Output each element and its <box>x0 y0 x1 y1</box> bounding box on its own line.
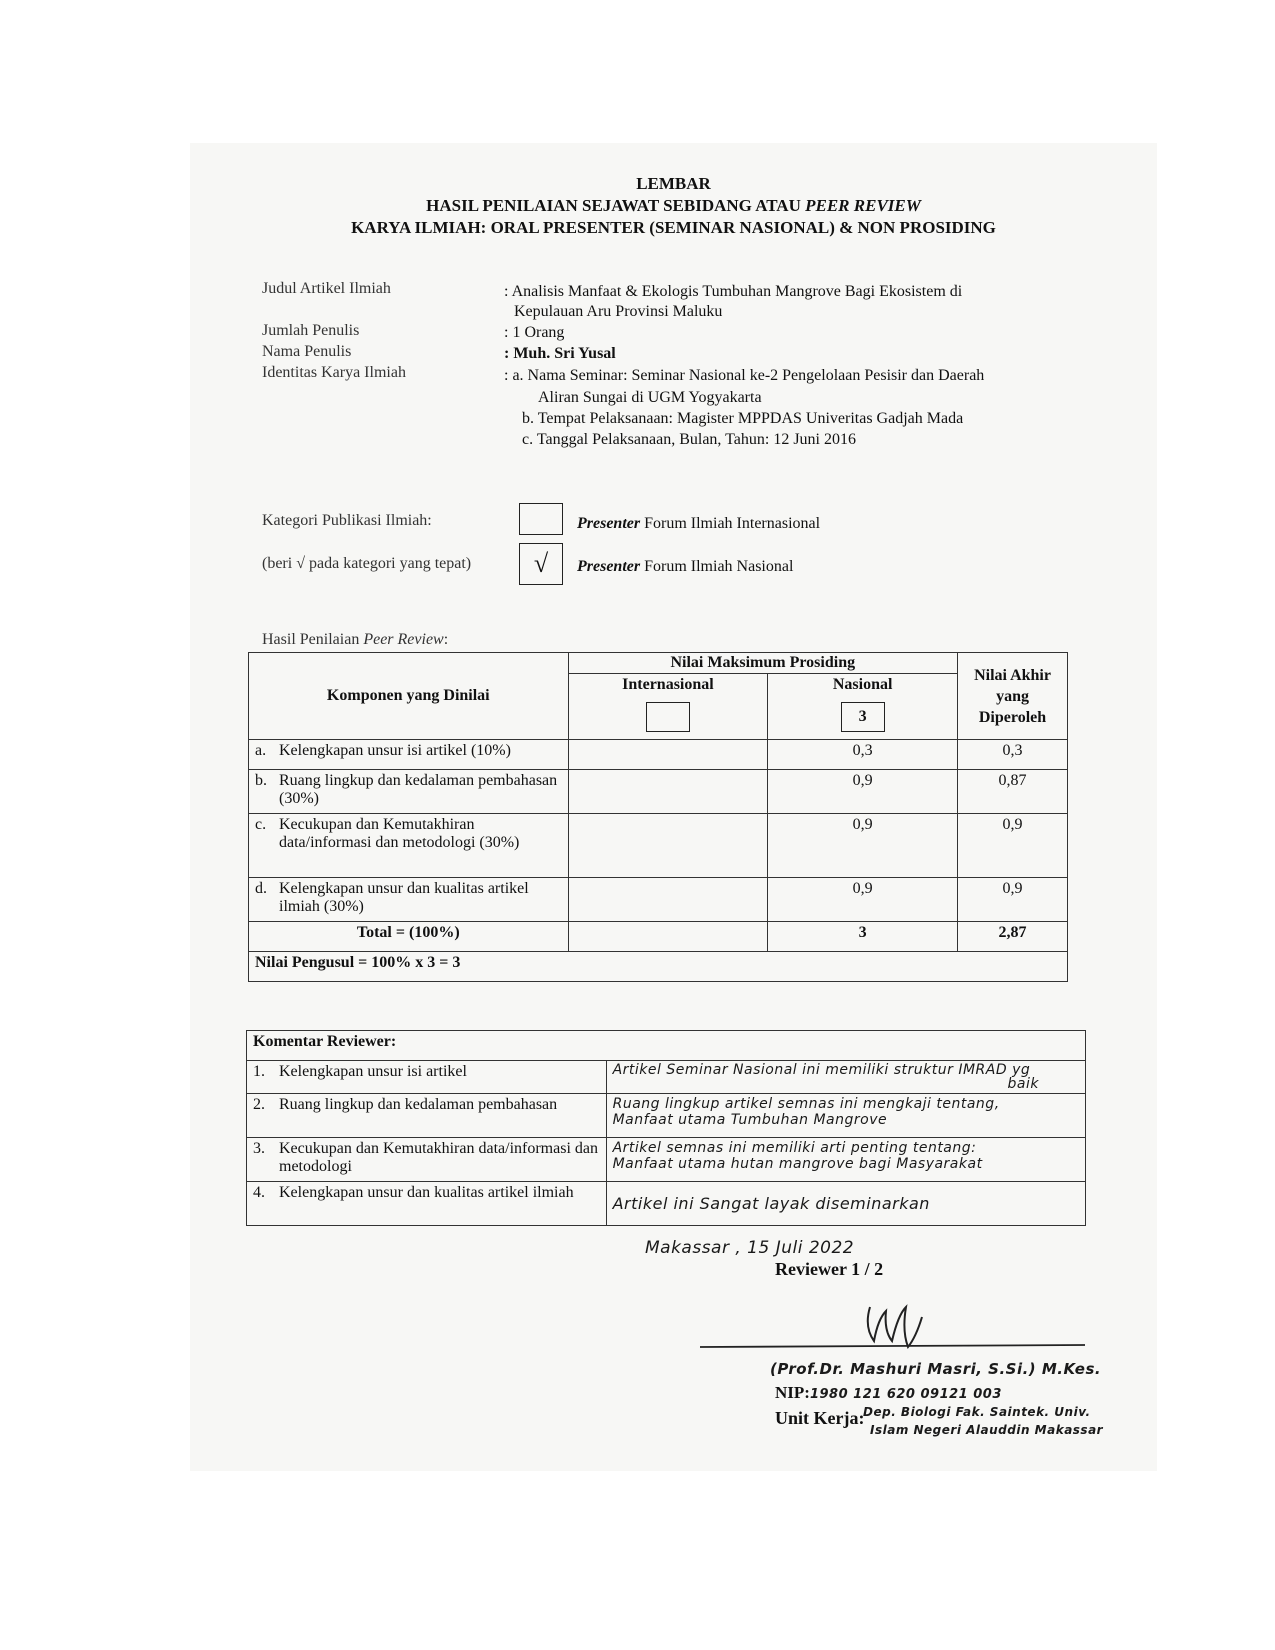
comment-row: 2. Ruang lingkup dan kedalaman pembahasan Ruang lingkup artikel semnas ini mengkaji tentang, Manfaat utama Tumbuhan Mangrove <box>247 1094 1086 1138</box>
head-nilai-maks: Nilai Maksimum Prosiding <box>568 653 957 674</box>
unit-kerja-label: Unit Kerja: <box>775 1408 865 1428</box>
nama-label: Nama Penulis <box>262 343 352 360</box>
doc-title-line2: HASIL PENILAIAN SEJAWAT SEBIDANG ATAU PEER REVIEW <box>426 196 921 215</box>
kategori-label: Kategori Publikasi Ilmiah: <box>262 512 432 529</box>
comment-row: 3. Kecukupan dan Kemutakhiran data/informasi dan metodologi Artikel semnas ini memiliki arti penting tentang: Manfaat utama hutan mangrove bagi Masyarakat <box>247 1138 1086 1182</box>
signature <box>700 1285 1100 1365</box>
comment-table <box>246 1030 1086 1226</box>
identitas-label: Identitas Karya Ilmiah <box>262 364 406 381</box>
identitas-a2: Aliran Sungai di UGM Yogyakarta <box>538 389 762 406</box>
judul-value-1: : Analisis Manfaat & Ekologis Tumbuhan Mangrove Bagi Ekosistem di <box>504 283 963 300</box>
nama-value: : Muh. Sri Yusal <box>504 345 616 362</box>
checkbox-internasional <box>519 503 563 535</box>
kategori-hint: (beri √ pada kategori yang tepat) <box>262 555 472 572</box>
nasional-value-box: 3 <box>841 702 885 732</box>
doc-title-line1: LEMBAR <box>636 174 711 193</box>
unit-kerja-value-2: Islam Negeri Alauddin Makassar <box>870 1423 1104 1437</box>
jumlah-label: Jumlah Penulis <box>262 322 360 339</box>
judul-value-2: Kepulauan Aru Provinsi Maluku <box>514 303 723 320</box>
judul-label: Judul Artikel Ilmiah <box>262 280 391 297</box>
doc-title-line3: KARYA ILMIAH: ORAL PRESENTER (SEMINAR NASIONAL) & NON PROSIDING <box>351 218 996 237</box>
identitas-b: b. Tempat Pelaksanaan: Magister MPPDAS Univeritas Gadjah Mada <box>522 410 964 427</box>
head-nasional: Nasional 3 <box>768 674 958 740</box>
comment-title: Komentar Reviewer: <box>247 1031 1086 1061</box>
nip-line: NIP:1980 121 620 09121 003 <box>775 1383 1002 1402</box>
head-nilai-akhir: Nilai Akhir yang Diperoleh <box>958 653 1068 740</box>
reviewer-name: (Prof.Dr. Mashuri Masri, S.Si.) M.Kes. <box>770 1360 1102 1378</box>
table-row: d. Kelengkapan unsur dan kualitas artikel ilmiah (30%) 0,9 0,9 <box>249 878 1068 922</box>
score-table <box>248 652 1068 982</box>
hasil-caption: Hasil Penilaian Peer Review: <box>262 631 449 648</box>
table-row: c. Kecukupan dan Kemutakhiran data/informasi dan metodologi (30%) 0,9 0,9 <box>249 814 1068 878</box>
identitas-a1: : a. Nama Seminar: Seminar Nasional ke-2 Pengelolaan Pesisir dan Daerah <box>504 367 985 384</box>
head-internasional: Internasional <box>568 674 768 740</box>
unit-kerja-value-1: Dep. Biologi Fak. Saintek. Univ. <box>863 1405 1091 1419</box>
head-komponen: Komponen yang Dinilai <box>249 653 569 740</box>
comment-row: 1. Kelengkapan unsur isi artikel Artikel Seminar Nasional ini memiliki struktur IMRAD yg baik <box>247 1061 1086 1094</box>
option-nasional: Presenter Forum Ilmiah Nasional <box>577 558 794 575</box>
jumlah-value: : 1 Orang <box>504 324 565 341</box>
internasional-value-box <box>646 702 690 732</box>
comment-row: 4. Kelengkapan unsur dan kualitas artikel ilmiah Artikel ini Sangat layak diseminarkan <box>247 1182 1086 1226</box>
place-date: Makassar , 15 Juli 2022 <box>645 1238 855 1258</box>
reviewer-label: Reviewer 1 / 2 <box>775 1259 884 1279</box>
identitas-c: c. Tanggal Pelaksanaan, Bulan, Tahun: 12 Juni 2016 <box>522 431 856 448</box>
table-row: a. Kelengkapan unsur isi artikel (10%) 0,3 0,3 <box>249 740 1068 770</box>
pengusul-row: Nilai Pengusul = 100% x 3 = 3 <box>249 952 1068 982</box>
option-internasional: Presenter Forum Ilmiah Internasional <box>577 515 821 532</box>
table-row: b. Ruang lingkup dan kedalaman pembahasan (30%) 0,9 0,87 <box>249 770 1068 814</box>
total-row: Total = (100%) 3 2,87 <box>249 922 1068 952</box>
checkbox-nasional: √ <box>519 543 563 585</box>
